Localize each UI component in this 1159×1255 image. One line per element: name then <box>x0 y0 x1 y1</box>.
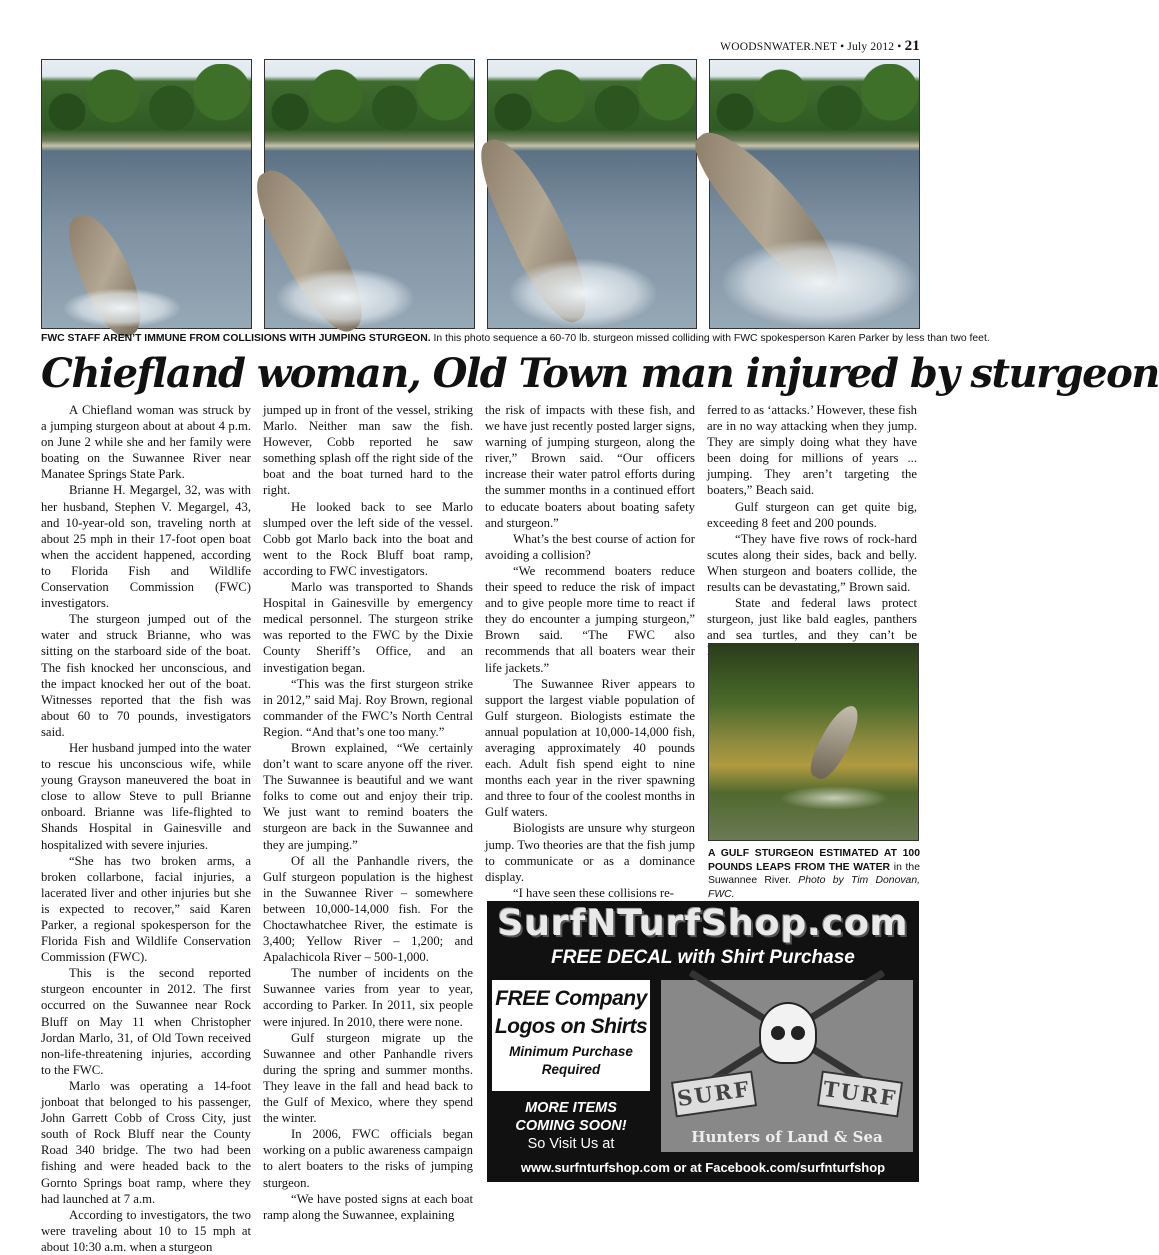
ripple-icon <box>779 786 889 810</box>
caption-text: in the Suwannee River. <box>708 861 920 886</box>
ad-coming-soon <box>495 1099 647 1135</box>
paragraph: A Chiefland woman was struck by a jumping sturgeon about at about 4 p.m. on June 2 while she and her family were boating on the Suwannee River near Manatee Springs State Park. <box>41 403 251 482</box>
ad-minimum-purchase <box>492 1043 650 1079</box>
ad-visit: So Visit Us at <box>527 1136 615 1152</box>
paragraph: According to investigators, the two were traveling about 10 to 15 mph at about 10:30 a.m. when a sturgeon <box>41 1207 251 1254</box>
trees-icon <box>265 64 474 144</box>
paragraph: Brown explained, “We certainly don’t want to scare anyone off the river. The Suwannee is beautiful and we want folks to come out and enjoy their trip. We just want to remind boaters the sturgeon are back in the Suwannee and they are jumping.” <box>263 740 473 852</box>
ad-more-line: COMING SOON! <box>515 1118 627 1134</box>
ad-logos-line: FREE Company <box>495 987 647 1010</box>
trees-icon <box>488 64 697 144</box>
paragraph: This is the second reported sturgeon encounter in 2012. The first occurred on the Suwannee near Rock Bluff on May 11 when Christopher Jordan Marlo, 31, of Old Town received non-life-threatening injuries, according to the FWC. <box>41 966 251 1077</box>
paragraph: “She has two broken arms, a broken collarbone, facial injuries, a lacerated liver and other injuries but she is expected to recover,” said Karen Parker, a regional spokesperson for the Florida Fish and Wildlife Conservation Commission (FWC). <box>41 853 251 965</box>
skull-icon <box>759 1002 817 1064</box>
sturgeon-jump-photo-3 <box>487 59 698 329</box>
ad-more-line: MORE ITEMS <box>525 1100 617 1116</box>
paragraph: He looked back to see Marlo slumped over the left side of the vessel. Cobb got Marlo back into the boat and went to the Rock Bluff boat ramp, according to FWC investigators. <box>263 499 473 578</box>
sturgeon-icon <box>804 700 866 784</box>
article-column-3 <box>485 402 695 901</box>
paragraph: the risk of impacts with these fish, and we have just recently posted larger signs, warning of jumping sturgeon, along the river,” Brown said. “Our officers increase their water patrol efforts during the summer months in a continued effort to educate boaters about boating safety and sturgeon.” <box>485 403 695 530</box>
paragraph: Marlo was transported to Shands Hospital in Gainesville by emergency medical personnel. The sturgeon strike was reported to the FWC by the Dixie County Sheriff’s Office, and an investigation began. <box>263 580 473 675</box>
trees-icon <box>42 64 251 144</box>
paragraph: Her husband jumped into the water to rescue his unconscious wife, while young Grayson maneuvered the boat in close to allow Steve to pull Brianne onboard. Brianne was life-flighted to Shands Hospital in Gainesville and hospitalized with severe injuries. <box>41 740 251 852</box>
splash-icon <box>275 268 415 328</box>
paragraph: State and federal laws protect sturgeon, just like bald eagles, panthers and sea turtles, and they can’t be <box>707 596 917 643</box>
paragraph: jumped up in front of the vessel, striking Marlo. Neither man saw the fish. However, Cobb reported he saw something splash off the right side of the boat and the boat turned hard to the right. <box>263 403 473 498</box>
page-number: 21 <box>904 38 920 54</box>
gulf-sturgeon-photo <box>708 643 919 841</box>
paragraph: In 2006, FWC officials began working on a public awareness campaign to alert boaters to the risks of jumping sturgeon. <box>263 1127 473 1190</box>
side-photo-caption <box>708 847 920 901</box>
ad-logos-line: Logos on Shirts <box>494 1015 648 1038</box>
ad-website-link[interactable]: www.surfnturfshop.com or at Facebook.com/surfnturfshop <box>520 1160 886 1175</box>
paragraph: “We have posted signs at each boat ramp along the Suwannee, explaining <box>263 1191 473 1222</box>
splash-icon <box>720 238 920 328</box>
splash-icon <box>62 288 182 328</box>
ad-logos-offer <box>492 985 650 1041</box>
paragraph: The number of incidents on the Suwannee varies from year to year, according to Parker. In 2011, six people were injured. In 2010, there were none. <box>263 966 473 1029</box>
paragraph: “I have seen these collisions re- <box>513 885 674 900</box>
ad-decal-offer: FREE DECAL with Shirt Purchase <box>551 947 855 968</box>
article-column-1 <box>41 402 251 1255</box>
paragraph: The Suwannee River appears to support the largest viable population of Gulf sturgeon. Biologists estimate the annual population at 10,000-14,000 fish, averaging approximately 40 pounds each. Adult fish spend eight to nine months each year in the river spawning and three to four of the coolest months in Gulf waters. <box>485 676 695 820</box>
paragraph: “They have five rows of rock-hard scutes along their sides, back and belly. When sturgeon and boaters collide, the results can be devastating,” Brown said. <box>707 531 917 595</box>
eye-icon <box>791 1026 805 1040</box>
paragraph: “This was the first sturgeon strike in 2012,” said Maj. Roy Brown, regional commander of the FWC’s North Central Region. “And that’s one too many.” <box>263 676 473 739</box>
paragraph: “We recommend boaters reduce their speed to reduce the risk of impact and to give people more time to react if they do encounter a jumping sturgeon,” Brown said. “The FWC also recommends that all boaters wear their life jackets.” <box>485 563 695 675</box>
trees-icon <box>710 64 919 144</box>
photo-caption <box>41 333 990 344</box>
photo-sequence <box>41 59 920 329</box>
sturgeon-jump-photo-1 <box>41 59 252 329</box>
paragraph: Biologists are unsure why sturgeon jump. Two theories are that the fish jump to communicate or as a dominance display. <box>485 821 695 884</box>
photo-credit: Photo by Tim Donovan, FWC. <box>708 875 920 900</box>
splash-icon <box>508 258 658 328</box>
caption-lead: FWC STAFF AREN’T IMMUNE FROM COLLISIONS WITH JUMPING STURGEON. <box>41 333 431 344</box>
surfnturf-advertisement[interactable] <box>487 901 919 1182</box>
paragraph: Gulf sturgeon migrate up the Suwannee and other Panhandle rivers during the spring and summer months. They leave in the fall and head back to the Gulf of Mexico, where they spend the winter. <box>263 1030 473 1126</box>
ad-brand: SurfNTurfShop.com <box>497 903 909 944</box>
caption-text: In this photo sequence a 60-70 lb. sturgeon missed colliding with FWC spokesperson Karen Parker by less than two feet. <box>430 333 990 344</box>
headline: Chiefland woman, Old Town man injured by sturgeon <box>41 350 1159 397</box>
paragraph: Brianne H. Megargel, 32, was with her husband, Stephen V. Megargel, 43, and 10-year-old son, traveling north at about 25 mph in their 17-foot open boat when the accident happened, according to Florida Fish and Wildlife Conservation Commission (FWC) investigators. <box>41 483 251 611</box>
sturgeon-jump-photo-2 <box>264 59 475 329</box>
page-header <box>720 38 920 55</box>
header-site: WOODSNWATER.NET • July 2012 • <box>720 41 902 53</box>
ad-min-line: Minimum Purchase <box>509 1044 633 1059</box>
logo-tagline: Hunters of Land & Sea <box>691 1128 883 1146</box>
paragraph: The sturgeon jumped out of the water and struck Brianne, who was sitting on the starboard side of the boat. The fish knocked her unconscious, and the impact knocked her out of the boat. Witnesses reported that the fish was about 60 to 70 pounds, investigators said. <box>41 612 251 739</box>
sturgeon-jump-photo-4 <box>709 59 920 329</box>
paragraph: Gulf sturgeon can get quite big, exceeding 8 feet and 200 pounds. <box>707 499 917 530</box>
logo-surf-tag: SURF <box>671 1070 757 1117</box>
article-column-4 <box>707 402 917 660</box>
paragraph: Marlo was operating a 14-foot jonboat that belonged to his passenger, John Garrett Cobb of Cross City, just south of Rock Bluff near the County Road 340 bridge. The two had been fishing and were headed back to the Gornto Springs boat ramp, where they had launched at 7 a.m. <box>41 1078 251 1206</box>
logo-turf-tag: TURF <box>817 1070 903 1117</box>
eye-icon <box>771 1026 785 1040</box>
ad-min-line: Required <box>541 1062 601 1077</box>
article-column-2 <box>263 402 473 1223</box>
ad-logo-offer-box <box>492 980 650 1091</box>
paragraph: Of all the Panhandle rivers, the Gulf sturgeon population is the highest in the Suwannee River – somewhere between 10,000-14,000 fish. For the Choctawhatchee River, the estimate is 3,400; Yellow River – 1,200; and Apalachicola River – 500-1,000. <box>263 853 473 965</box>
caption-lead: A GULF STURGEON ESTIMATED AT 100 POUNDS LEAPS FROM THE WATER <box>708 848 920 873</box>
paragraph: What’s the best course of action for avoiding a collision? <box>485 531 695 562</box>
paragraph: ferred to as ‘attacks.’ However, these fish are in no way attacking when they jump. They are simply doing what they have been doing for millions of years ... jumping. They aren’t targeting the boaters,” Beach said. <box>707 403 917 498</box>
surf-turf-logo <box>661 980 913 1152</box>
